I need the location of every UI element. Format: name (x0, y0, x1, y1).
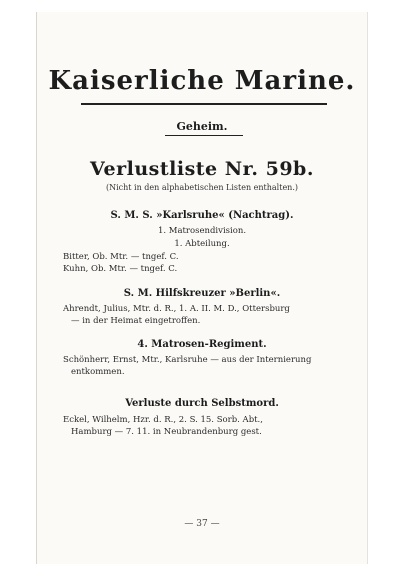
list-entry: Schönherr, Ernst, Mtr., Karlsruhe — aus der Internierung (63, 355, 312, 365)
list-entry-continuation: Hamburg — 7. 11. in Neubrandenburg gest. (71, 427, 262, 437)
section-subheading: 1. Matrosendivision. (157, 226, 247, 236)
page-number: — 37 — (184, 519, 220, 529)
page-title: Kaiserliche Marine. (48, 66, 356, 96)
list-entry: Eckel, Wilhelm, Hzr. d. R., 2. S. 15. Sorb. Abt., (63, 415, 263, 425)
document-page (36, 12, 368, 564)
section-heading-selbstmord: Verluste durch Selbstmord. (125, 398, 279, 409)
list-entry: Kuhn, Ob. Mtr. — tngef. C. (63, 264, 178, 274)
classification-label: Geheim. (176, 120, 228, 133)
list-entry: Ahrendt, Julius, Mtr. d. R., 1. A. II. M. D., Ottersburg (63, 304, 290, 314)
list-subtitle: (Nicht in den alphabetischen Listen enthalten.) (105, 183, 298, 192)
title-underline (81, 103, 327, 105)
classification-underline (165, 135, 243, 136)
section-heading-matrosen-regiment: 4. Matrosen-Regiment. (137, 339, 267, 350)
list-title: Verlustliste Nr. 59b. (90, 158, 314, 180)
section-subheading: 1. Abteilung. (174, 239, 230, 249)
section-heading-berlin: S. M. Hilfskreuzer »Berlin«. (123, 288, 281, 299)
list-entry-continuation: entkommen. (71, 367, 125, 377)
list-entry: Bitter, Ob. Mtr. — tngef. C. (63, 252, 179, 262)
section-heading-karlsruhe: S. M. S. »Karlsruhe« (Nachtrag). (110, 210, 294, 221)
list-entry-continuation: — in der Heimat eingetroffen. (71, 316, 201, 326)
